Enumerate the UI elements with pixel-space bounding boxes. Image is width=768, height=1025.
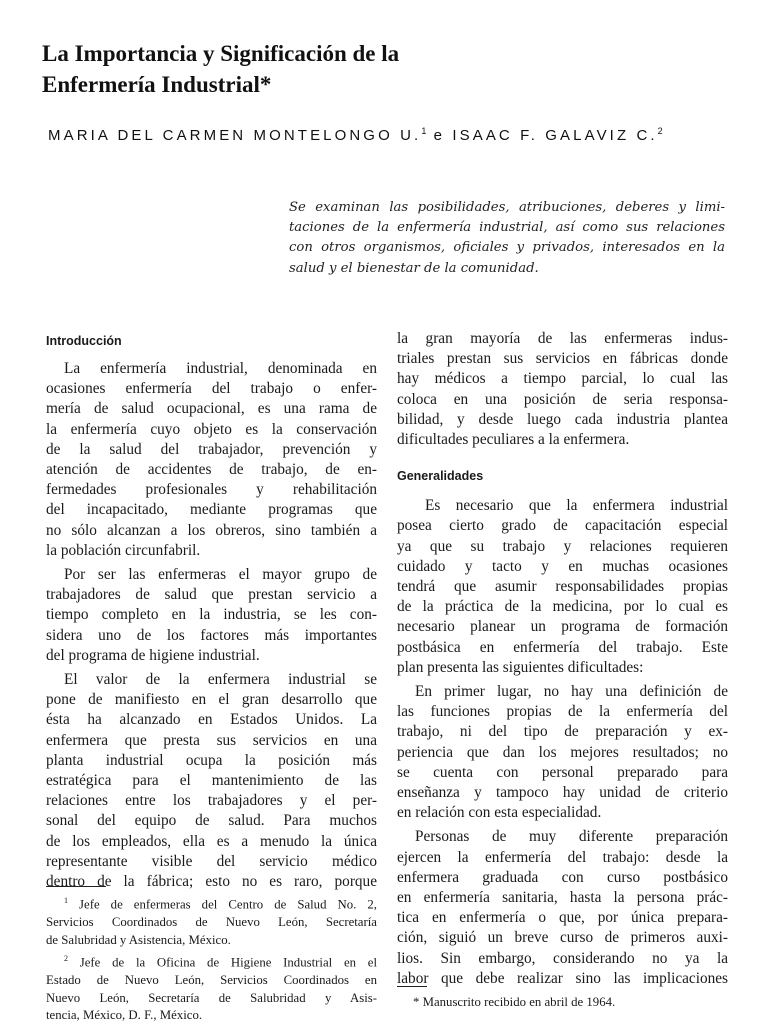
right-column bbox=[397, 329, 728, 989]
footnote-line: Servicios Coordinados de Nuevo León, Secretaría bbox=[46, 915, 377, 930]
text-line: pone de manifiesto en el gran desarrollo que bbox=[46, 691, 377, 709]
text-line: fermedades profesionales y rehabilitación bbox=[46, 481, 377, 499]
text-line: Por ser las enfermeras el mayor grupo de bbox=[64, 566, 377, 584]
section-heading: Introducción bbox=[46, 334, 122, 348]
text-line: ésta ha alcanzado en Estados Unidos. La bbox=[46, 711, 377, 729]
paragraph bbox=[46, 359, 377, 561]
abstract-line: salud y el bienestar de la comunidad. bbox=[289, 260, 539, 276]
text-line: bilidad, y desde luego cada industria plantea bbox=[397, 410, 728, 428]
text-line: trabajadores de salud que prestan servicio a bbox=[46, 586, 377, 604]
text-line: enfermera graduada con curso postbásico bbox=[397, 868, 728, 886]
text-line: estratégica para el mantenimiento de las bbox=[46, 772, 377, 790]
text-line: la población circunfabril. bbox=[46, 541, 201, 559]
text-line: labor que debe realizar sino las implicaciones bbox=[397, 969, 728, 987]
abstract-line: con otros organismos, oficiales y privados, interesados en la bbox=[289, 240, 725, 256]
text-line: las funciones propias de la enfermería del bbox=[397, 703, 728, 721]
text-line: plan presenta las siguientes dificultades: bbox=[397, 658, 644, 676]
text-line: de los empleados, ella es a menudo la única bbox=[46, 832, 377, 850]
footnote-line bbox=[46, 950, 377, 972]
footnote-line bbox=[46, 892, 377, 914]
footnote-mark: 2 bbox=[657, 126, 663, 136]
author-name: MARIA DEL CARMEN MONTELONGO U. bbox=[48, 127, 422, 144]
text-line: la gran mayoría de las enfermeras indus- bbox=[397, 330, 728, 347]
text-line: se cuenta con personal preparado para bbox=[397, 763, 728, 781]
article-title bbox=[42, 38, 562, 100]
text-line: periencia que dan los mejores resultados; no bbox=[397, 743, 728, 761]
text-line: necesario planear un programa de formación bbox=[397, 618, 728, 636]
text-line: mería de salud ocupacional, es una rama de bbox=[46, 400, 377, 418]
paragraph bbox=[397, 329, 728, 450]
text-line: posea cierto grado de capacitación especial bbox=[397, 517, 728, 535]
text-line: La enfermería industrial, denominada en bbox=[64, 360, 377, 377]
text-line: enseñanza y tampoco hay unidad de criterio bbox=[397, 784, 728, 802]
paragraph bbox=[46, 670, 377, 892]
text-line: planta industrial ocupa la posición más bbox=[46, 751, 377, 769]
text-line: tica en enfermería o que, por única prepara- bbox=[397, 909, 728, 927]
section-heading: Generalidades bbox=[397, 469, 484, 484]
text-line: ción, siguió un breve curso de primeros auxi- bbox=[397, 929, 728, 947]
text-line: lios. Sin embargo, considerando no ya la bbox=[397, 949, 728, 967]
text-line: la enfermería cuyo objeto es la conservación bbox=[46, 420, 377, 438]
left-column bbox=[46, 331, 377, 892]
footnote-mark: 2 bbox=[64, 953, 68, 963]
text-line: representante visible del servicio médico bbox=[46, 852, 377, 870]
footnote-mark: 1 bbox=[421, 126, 427, 136]
footnote-mark: 1 bbox=[64, 896, 68, 905]
text-line: tiempo completo en la industria, se les con- bbox=[46, 606, 377, 624]
text-line: En primer lugar, no hay una definición de bbox=[415, 683, 728, 701]
title-line: La Importancia y Significación de la bbox=[42, 41, 400, 66]
author-footnotes bbox=[46, 892, 377, 1025]
text-line: en enfermería sanitaria, hasta la persona prác- bbox=[397, 889, 728, 907]
text-line: hay médicos a tiempo parcial, lo cual las bbox=[397, 370, 728, 388]
text-line: ya que su trabajo y relaciones requieren bbox=[397, 537, 728, 555]
text-line: del incapacitado, mediante programas que bbox=[46, 501, 377, 519]
author-conjunction: e bbox=[433, 127, 446, 144]
text-line: tendrá que asumir responsabilidades propias bbox=[397, 578, 728, 596]
footnote-text: Jefe de la Oficina de Higiene Industrial en el bbox=[79, 954, 378, 969]
text-line: Es necesario que la enfermera industrial bbox=[425, 497, 728, 515]
author-line bbox=[48, 126, 738, 144]
text-line: Personas de muy diferente preparación bbox=[415, 828, 728, 846]
text-line: en relación con esta especialidad. bbox=[397, 804, 602, 822]
paragraph bbox=[397, 827, 728, 989]
abstract-line: taciones de la enfermería industrial, así como sus relaciones bbox=[289, 220, 725, 236]
text-line: sonal del equipo de salud. Para muchos bbox=[46, 812, 377, 830]
text-line: trabajo, ni del tipo de preparación y ex- bbox=[397, 723, 728, 741]
text-line: sidera uno de los factores más importantes bbox=[46, 626, 377, 644]
paragraph bbox=[397, 682, 728, 823]
text-line: no sólo alcanzan a los obreros, sino también a bbox=[46, 521, 377, 539]
text-line: coloca en una posición de seria responsa- bbox=[397, 390, 728, 408]
text-line: triales prestan sus servicios en fábricas donde bbox=[397, 350, 728, 368]
text-line: de la salud del trabajador, prevención y bbox=[46, 440, 377, 458]
footnote-line: de Salubridad y Asistencia, México. bbox=[46, 932, 231, 947]
paragraph bbox=[397, 496, 728, 678]
author-name: ISAAC F. GALAVIZ C. bbox=[452, 127, 658, 144]
text-line: El valor de la enfermera industrial se bbox=[64, 671, 377, 689]
footnote-line: tencia, México, D. F., México. bbox=[46, 1008, 203, 1023]
text-line: cuidado y tacto y en muchas ocasiones bbox=[397, 557, 728, 575]
footnote-rule bbox=[46, 886, 106, 887]
text-line: ocasiones enfermería del trabajo o enfer- bbox=[46, 380, 377, 398]
text-line: dentro de la fábrica; esto no es raro, porque bbox=[46, 873, 377, 891]
abstract bbox=[289, 198, 725, 279]
footnote-line: Nuevo León, Secretaría de Salubridad y Asis- bbox=[46, 990, 377, 1005]
footnote-rule bbox=[397, 986, 427, 987]
text-line: postbásica en enfermería del trabajo. Este bbox=[397, 638, 728, 656]
title-line: Enfermería Industrial* bbox=[42, 72, 272, 97]
text-line: enfermera que presta sus servicios en una bbox=[46, 731, 377, 749]
text-line: de la práctica de la medicina, por lo cual es bbox=[397, 598, 728, 616]
footnote-line: Estado de Nuevo León, Servicios Coordinados en bbox=[46, 972, 377, 987]
text-line: ejercen la enfermería del trabajo: desde la bbox=[397, 848, 728, 866]
text-line: relaciones entre los trabajadores y el per- bbox=[46, 792, 377, 810]
footnote-text: Jefe de enfermeras del Centro de Salud No. 2, bbox=[79, 897, 377, 912]
paragraph bbox=[46, 565, 377, 666]
abstract-line: Se examinan las posibilidades, atribuciones, deberes y limi- bbox=[289, 200, 725, 215]
received-footnote: * Manuscrito recibido en abril de 1964. bbox=[413, 995, 616, 1009]
text-line: del programa de higiene industrial. bbox=[46, 646, 260, 664]
text-line: atención de accidentes de trabajo, de en- bbox=[46, 461, 377, 479]
text-line: dificultades peculiares a la enfermera. bbox=[397, 431, 630, 449]
